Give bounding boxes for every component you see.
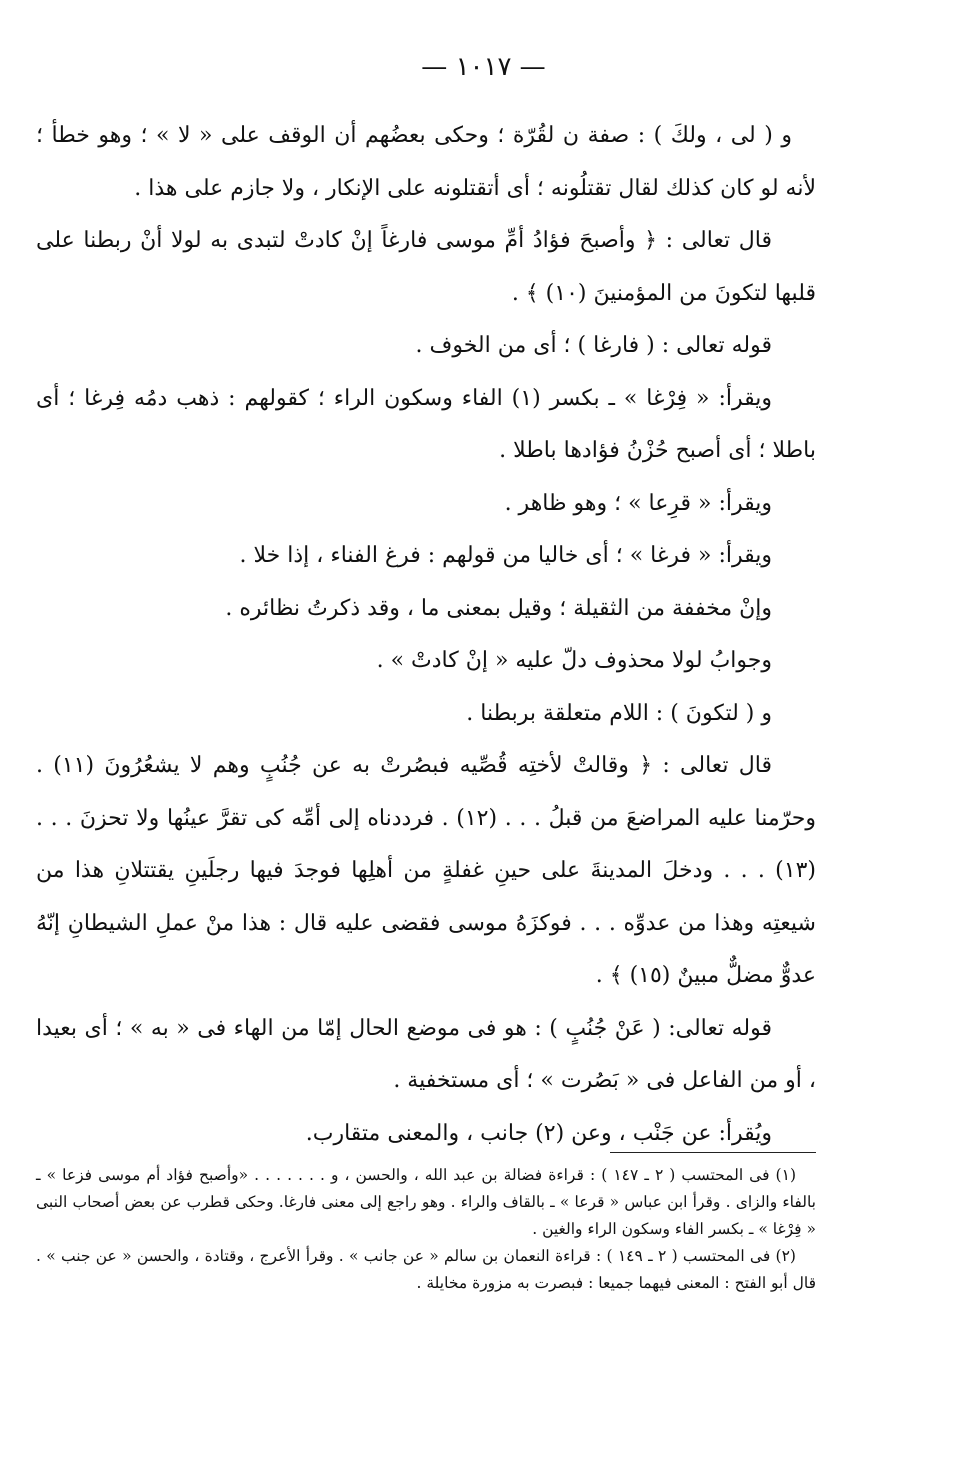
page-number: — ١٠١٧ — (421, 52, 546, 82)
paragraph: قوله تعالى : ( فارغا ) ؛ أى من الخوف . (415, 333, 772, 358)
main-text (36, 110, 816, 1160)
paragraph: ويقرأ: « فرغا » ؛ أى خاليا من قولهم : فرغ الفناء ، إذا خلا . (239, 543, 772, 568)
paragraph: قال تعالى : ﴿ وأصبحَ فؤادُ أمِّ موسى فارغاً إنْ كادتْ لتبدى به لولا أنْ ربطنا على قلبها لتكونَ من المؤمنينَ (١٠) ﴾ . (36, 228, 816, 306)
footnote: (٢) فى المحتسب ( ٢ ـ ١٤٩ ) : قراءة النعمان بن سالم « عن جانب » . وقرأ الأعرج ، وقتادة ، والحسن « عن جنب » . قال أبو الفتح : المعنى فيهما جميعا : فبصرت به مزورة مخايلة . (36, 1247, 816, 1292)
paragraph: قوله تعالى: ( عَنْ جُنُبٍ ) : هو فى موضع الحال إمّا من الهاء فى « به » ؛ أى بعيدا ، أو من الفاعل فى « بَصُرت » ؛ أى مستخفية . (36, 1015, 816, 1093)
paragraph: قال تعالى : ﴿ وقالتْ لأختِه قُصِّيه فبصُرتْ به عن جُنُبٍ وهم لا يشعُرُونَ (١١) . وحرّمنا عليه المراضعَ من قبلُ . . . (١٢) . فرددناه إلى أمِّه كى تقرَّ عينُها ولا تحزنَ . . . (١٣) . . . ودخلَ المدينةَ على حينِ غفلةٍ من أهلِها فوجدَ فيها رجلَينِ يقتتلانِ هذا من شيعتِه وهذا من عدوِّه . . . فوكزَهُ موسى فقضى عليه قال : هذا منْ عملِ الشيطانِ إنّهُ عدوٌّ مضلٌّ مبينٌ (١٥) ﴾ . (36, 753, 816, 988)
footnote-divider (610, 1152, 816, 1153)
paragraph: وجوابُ لولا محذوف دلّ عليه « إنْ كادتْ » . (376, 648, 772, 673)
paragraph: و ( لتكونَ ) : اللام متعلقة بربطنا . (466, 700, 772, 726)
footnote: (١) فى المحتسب ( ٢ ـ ١٤٧ ) : قراءة فضالة بن عبد الله ، والحسن ، و . . . . . . . «وأصبح فؤاد أم موسى فزعا » ـ بالفاء والزاى . وقرأ ابن عباس « قرعا » ـ بالقاف والراء . وهو راجع إلى معنى فارغا. وحكى قطرب عن بعض أصحاب النبى « فِرْغا » ـ بكسر الفاء وسكون الراء والغين . (36, 1166, 816, 1238)
paragraph: ويقرأ: « فِرْغا » ـ بكسر (١) الفاء وسكون الراء ؛ كقولهم : ذهب دمُه فِرغا ؛ أى باطلا ؛ أى أصبح حُزْنُ فؤادها باطلا . (36, 385, 816, 463)
paragraph: ويُقرأ: عن جَنْب ، وعن (٢) جانب ، والمعنى متقارب. (305, 1120, 772, 1146)
paragraph: ويقرأ: « قرِعا » ؛ وهو ظاهر . (504, 490, 772, 516)
footnotes (36, 1162, 816, 1297)
paragraph: وإنْ مخففة من الثقيلة ؛ وقيل بمعنى ما ، وقد ذكرتُ نظائره . (225, 595, 772, 621)
paragraph: و ( لى ، ولكَ ) : صفة ن لقُرّة ؛ وحكى بعضُهم أن الوقف على « لا » ؛ وهو خطأ ؛ لأنه لو كان كذلك لقال تقتلُونه ؛ أى أتقتلونه على الإنكار ، ولا جازم على هذا . (36, 123, 816, 201)
